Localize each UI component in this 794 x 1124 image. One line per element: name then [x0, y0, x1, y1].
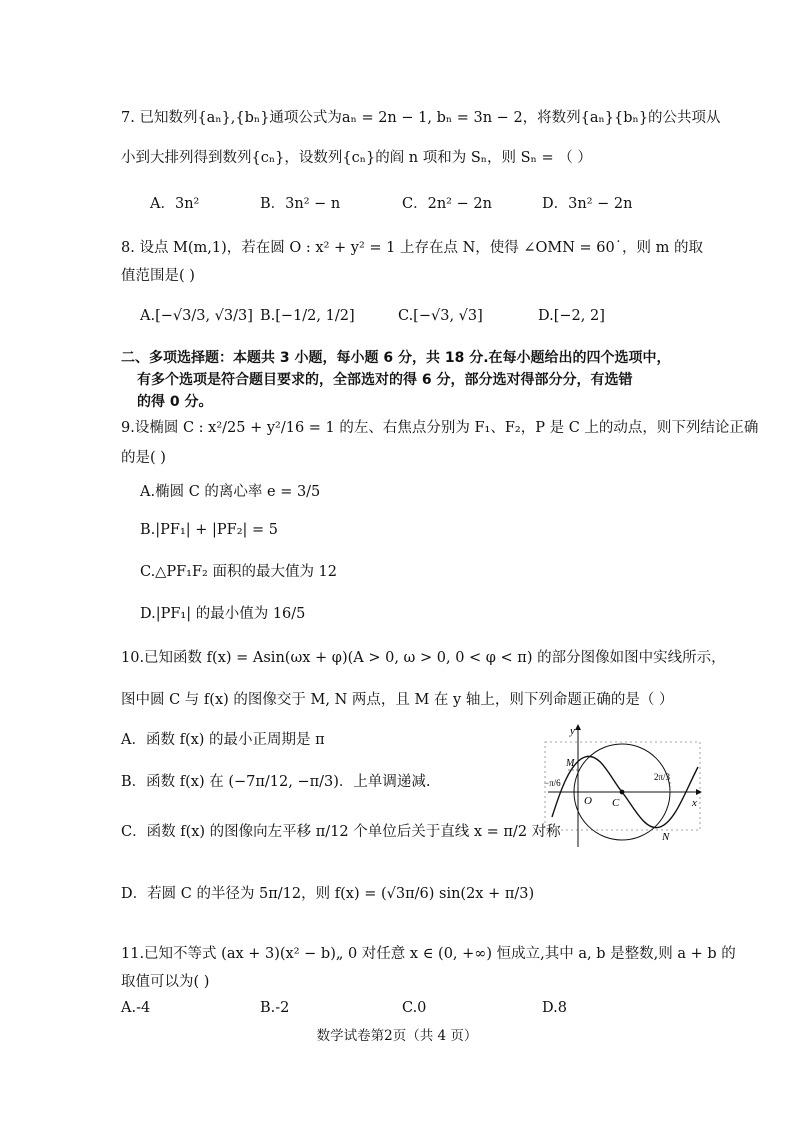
y-axis-label: y	[570, 725, 575, 737]
x-axis-label: x	[692, 797, 697, 809]
q11-stem-line2: 取值可以为( )	[121, 974, 210, 990]
q7-option-d: D．3n² − 2n	[542, 196, 633, 212]
q9-option-d: D.|PF₁| 的最小值为 16/5	[140, 606, 306, 622]
section2-heading-line2: 有多个选项是符合题目要求的，全部选对的得 6 分，部分选对得部分分，有选错	[137, 372, 633, 388]
right-tick-label: 2π/3	[654, 772, 671, 782]
q10-function-graph	[540, 722, 705, 852]
q7-stem-line1: 7. 已知数列{aₙ},{bₙ}通项公式为aₙ = 2n − 1, bₙ = 3n − 2，将数列{aₙ}{bₙ}的公共项从	[121, 110, 721, 126]
q11-option-b: B.-2	[260, 1000, 290, 1016]
x-axis-arrow-icon	[696, 789, 702, 795]
point-n-label: N	[662, 831, 670, 843]
q10-option-a: A．函数 f(x) 的最小正周期是 π	[121, 732, 325, 748]
q10-option-c: C．函数 f(x) 的图像向左平移 π/12 个单位后关于直线 x = π/2 对称	[121, 824, 561, 840]
q7-option-c: C．2n² − 2n	[402, 196, 492, 212]
q9-option-b: B.|PF₁| + |PF₂| = 5	[140, 522, 279, 538]
q9-stem-line1: 9.设椭圆 C : x²/25 + y²/16 = 1 的左、右焦点分别为 F₁、F₂，P 是 C 上的动点，则下列结论正确	[121, 420, 759, 436]
section2-heading-line1: 二、多项选择题：本题共 3 小题，每小题 6 分，共 18 分.在每小题给出的四个选项中，	[121, 350, 671, 366]
q7-stem-line2: 小到大排列得到数列{cₙ}，设数列{cₙ}的阎 n 项和为 Sₙ，则 Sₙ = （ ）	[121, 150, 592, 166]
q8-option-b: B.[−1/2, 1/2]	[260, 308, 355, 324]
section2-heading-line3: 的得 0 分。	[137, 394, 213, 410]
q11-option-d: D.8	[542, 1000, 567, 1016]
q7-option-b: B．3n² − n	[260, 196, 341, 212]
point-m-label: M	[566, 758, 575, 769]
q8-stem-line1: 8. 设点 M(m,1)，若在圆 O : x² + y² = 1 上存在点 N，使得 ∠OMN = 60˙，则 m 的取	[121, 240, 703, 256]
origin-label: O	[584, 795, 592, 807]
q8-option-d: D.[−2, 2]	[538, 308, 605, 324]
q10-stem-line1: 10.已知函数 f(x) = Asin(ωx + φ)(A > 0, ω > 0, 0 < φ < π) 的部分图像如图中实线所示，	[121, 650, 726, 666]
q11-option-a: A.-4	[121, 1000, 151, 1016]
q10-stem-line2: 图中圆 C 与 f(x) 的图像交于 M, N 两点，且 M 在 y 轴上，则下列命题正确的是（ ）	[121, 692, 674, 708]
q10-option-d: D．若圆 C 的半径为 5π/12，则 f(x) = (√3π/6) sin(2x + π/3)	[121, 886, 535, 902]
q9-stem-line2: 的是( )	[121, 450, 166, 466]
q8-option-c: C.[−√3, √3]	[398, 308, 483, 324]
q9-option-a: A.椭圆 C 的离心率 e = 3/5	[140, 484, 321, 500]
q11-option-c: C.0	[402, 1000, 427, 1016]
q7-option-a: A．3n²	[150, 196, 200, 212]
q11-stem-line1: 11.已知不等式 (ax + 3)(x² − b)„ 0 对任意 x ∈ (0, +∞) 恒成立,其中 a, b 是整数,则 a + b 的	[121, 946, 736, 962]
page-footer: 数学试卷第2页（共 4 页）	[316, 1028, 478, 1044]
q8-stem-line2: 值范围是( )	[121, 268, 195, 284]
q8-option-a: A.[−√3/3, √3/3]	[140, 308, 253, 324]
q9-option-c: C.△PF₁F₂ 面积的最大值为 12	[140, 564, 338, 580]
y-axis-arrow-icon	[575, 724, 581, 730]
q10-option-b: B．函数 f(x) 在 (−7π/12, −π/3)．上单调递减.	[121, 774, 431, 790]
point-c-dot	[620, 790, 625, 795]
left-tick-label: −π/6	[544, 778, 561, 788]
point-c-label: C	[612, 797, 620, 809]
